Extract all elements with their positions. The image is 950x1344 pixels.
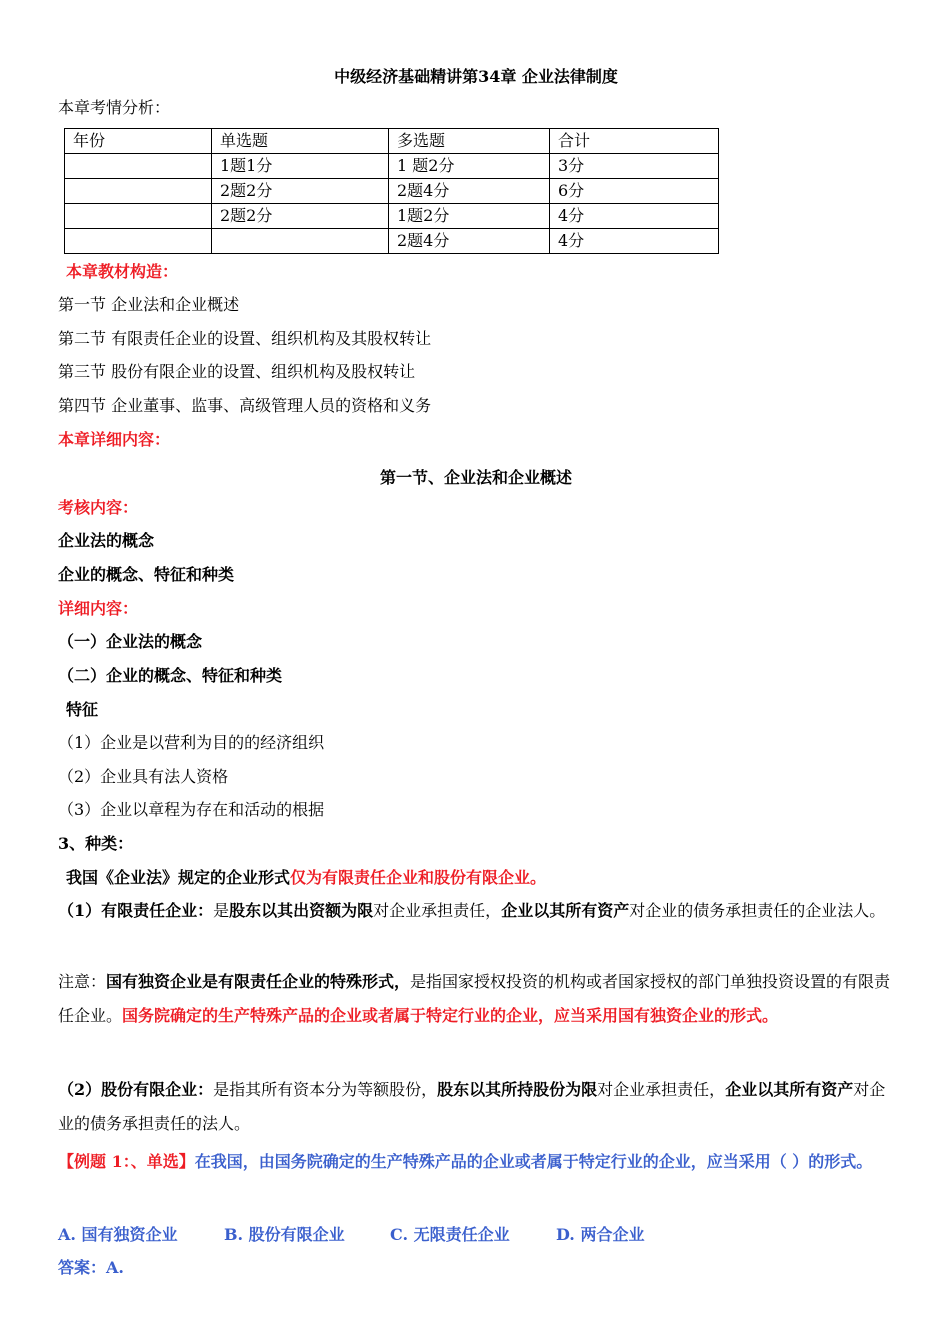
jsc-bold: 企业以其所有资产 <box>725 1080 854 1099</box>
llc-text: 对企业的债务承担责任的企业法人。 <box>629 901 886 920</box>
table-cell <box>65 229 212 254</box>
exam-stats-table <box>64 128 719 254</box>
option-c: C. 无限责任企业 <box>390 1225 510 1244</box>
exam-item: 企业法的概念 <box>58 531 155 550</box>
table-row <box>65 154 719 179</box>
table-cell: 4分 <box>550 229 719 254</box>
section-item: 第二节 有限责任企业的设置、组织机构及其股权转让 <box>58 329 432 348</box>
section-item: 第三节 股份有限企业的设置、组织机构及股权转让 <box>58 362 416 381</box>
table-cell: 6分 <box>550 179 719 204</box>
llc-paragraph <box>58 894 894 928</box>
table-cell <box>65 179 212 204</box>
section-item: 第一节 企业法和企业概述 <box>58 295 240 314</box>
table-cell: 2题2分 <box>212 204 389 229</box>
jsc-label: （2）股份有限企业： <box>58 1080 214 1099</box>
page-title: 中级经济基础精讲第34章 企业法律制度 <box>334 67 618 86</box>
table-header-cell: 合计 <box>550 129 719 154</box>
structure-label: 本章教材构造： <box>66 262 179 281</box>
table-cell: 1题1分 <box>212 154 389 179</box>
llc-bold: 股东以其出资额为限 <box>229 901 374 920</box>
option-d: D. 两合企业 <box>556 1225 645 1244</box>
table-header-cell: 单选题 <box>212 129 389 154</box>
table-cell: 2题4分 <box>389 179 550 204</box>
table-cell <box>212 229 389 254</box>
table-cell <box>65 204 212 229</box>
note-label: 注意： <box>58 972 107 991</box>
subheading: （一）企业法的概念 <box>58 632 203 651</box>
table-cell: 1 题2分 <box>389 154 550 179</box>
law-text: 我国《企业法》规定的企业形式 <box>66 868 291 887</box>
option-a: A. 国有独资企业 <box>58 1225 178 1244</box>
llc-bold: 企业以其所有资产 <box>501 901 630 920</box>
note-highlight: 国务院确定的生产特殊产品的企业或者属于特定行业的企业，应当采用国有独资企业的形式。 <box>122 1006 779 1025</box>
table-cell: 2题2分 <box>212 179 389 204</box>
analysis-label: 本章考情分析： <box>58 98 171 117</box>
table-cell: 1题2分 <box>389 204 550 229</box>
detailed-label: 详细内容： <box>58 599 139 618</box>
types-label: 3、种类： <box>58 834 134 853</box>
example-options <box>58 1222 644 1245</box>
section-heading: 第一节、企业法和企业概述 <box>379 468 572 487</box>
table-header-cell: 年份 <box>65 129 212 154</box>
feature-item: （3）企业以章程为存在和活动的根据 <box>58 800 325 819</box>
example-tag: 【例题 1：、单选】 <box>58 1152 195 1171</box>
table-header-row <box>65 129 719 154</box>
llc-text: 对企业承担责任， <box>373 901 502 920</box>
detail-label: 本章详细内容： <box>58 430 171 449</box>
note-bold: 国有独资企业是有限责任企业的特殊形式， <box>106 972 411 991</box>
feature-item: （1）企业是以营利为目的的经济组织 <box>58 733 325 752</box>
subheading: （二）企业的概念、特征和种类 <box>58 666 283 685</box>
jsc-text: 对企业承担责任， <box>597 1080 726 1099</box>
note-text: 是指国家授权投资的机构或者国家授权的部门单独投资设置的有限责任企业。 <box>58 972 891 1025</box>
table-row <box>65 179 719 204</box>
table-cell: 2题4分 <box>389 229 550 254</box>
jsc-bold: 股东以其所持股份为限 <box>437 1080 598 1099</box>
exam-item: 企业的概念、特征和种类 <box>58 565 235 584</box>
example-text: 在我国，由国务院确定的生产特殊产品的企业或者属于特定行业的企业，应当采用（ ）的形式。 <box>194 1152 873 1171</box>
law-paragraph <box>66 868 546 888</box>
example-answer: 答案：A. <box>58 1258 124 1277</box>
llc-text: 是 <box>213 901 230 920</box>
jsc-paragraph <box>58 1073 894 1141</box>
option-b: B. 股份有限企业 <box>224 1225 345 1244</box>
jsc-text: 对企业的债务承担责任的法人。 <box>58 1080 886 1133</box>
table-row <box>65 229 719 254</box>
exam-label: 考核内容： <box>58 498 139 517</box>
table-cell <box>65 154 212 179</box>
feature-item: （2）企业具有法人资格 <box>58 767 229 786</box>
table-cell: 4分 <box>550 204 719 229</box>
law-highlight: 仅为有限责任企业和股份有限企业。 <box>290 868 547 887</box>
example-question <box>58 1145 894 1179</box>
table-cell: 3分 <box>550 154 719 179</box>
note-paragraph <box>58 965 894 1033</box>
table-header-cell: 多选题 <box>389 129 550 154</box>
table-row <box>65 204 719 229</box>
llc-label: （1）有限责任企业： <box>58 901 214 920</box>
feature-label: 特征 <box>66 700 99 719</box>
section-item: 第四节 企业董事、监事、高级管理人员的资格和义务 <box>58 396 432 415</box>
jsc-text: 是指其所有资本分为等额股份， <box>213 1080 438 1099</box>
